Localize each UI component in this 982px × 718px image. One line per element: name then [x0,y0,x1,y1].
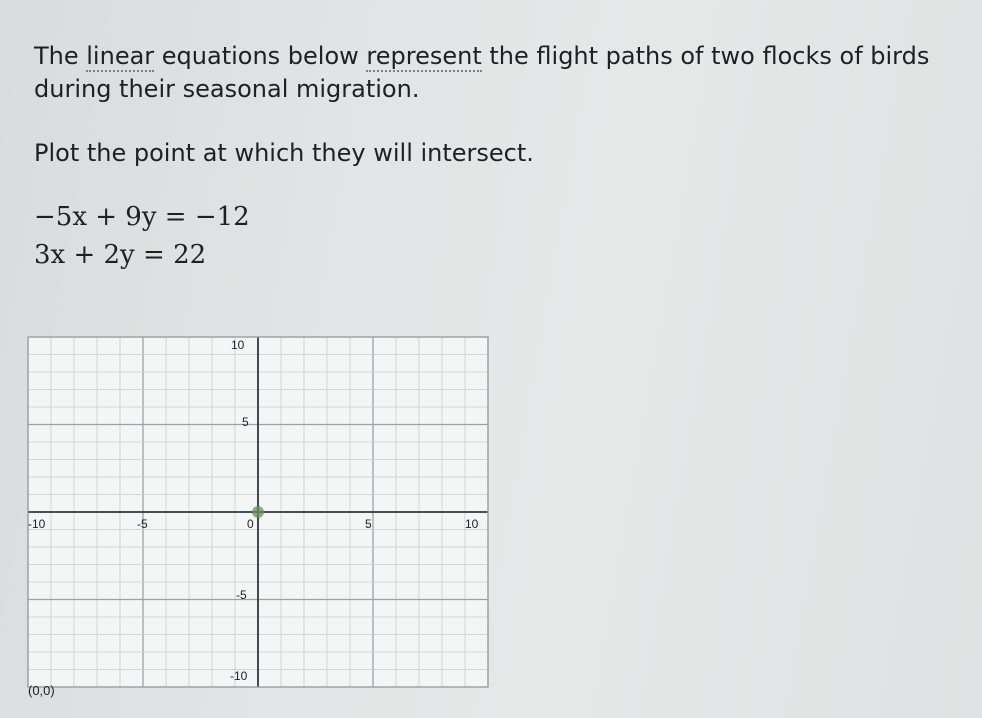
equation-1: −5x + 9y = −12 [34,202,250,232]
equation-2: 3x + 2y = 22 [34,240,207,270]
question-text [34,40,964,106]
x-tick-label-5: 5 [365,517,372,531]
represent-glossary-link[interactable]: represent [366,42,482,70]
x-tick-label-0: 0 [247,517,254,531]
y-tick-label--10: -10 [230,669,248,683]
question-text-part3: the flight paths of two flocks of birds during their seasonal migration. [34,42,930,103]
graph-plane[interactable] [24,330,494,705]
x-tick-label--10: -10 [28,517,46,531]
linear-glossary-link[interactable]: linear [86,42,155,70]
x-tick-label-10: 10 [465,517,479,531]
instruction-text: Plot the point at which they will intersect. [34,139,534,167]
question-text-part2: equations below [154,42,367,70]
y-tick-label--5: -5 [236,588,247,602]
coordinate-readout: (0,0) [28,683,55,698]
y-tick-label-5: 5 [242,415,249,429]
y-tick-label-10: 10 [231,338,245,352]
coordinate-graph[interactable] [24,330,494,705]
x-tick-label--5: -5 [137,517,148,531]
question-text-part1: The [34,42,87,70]
